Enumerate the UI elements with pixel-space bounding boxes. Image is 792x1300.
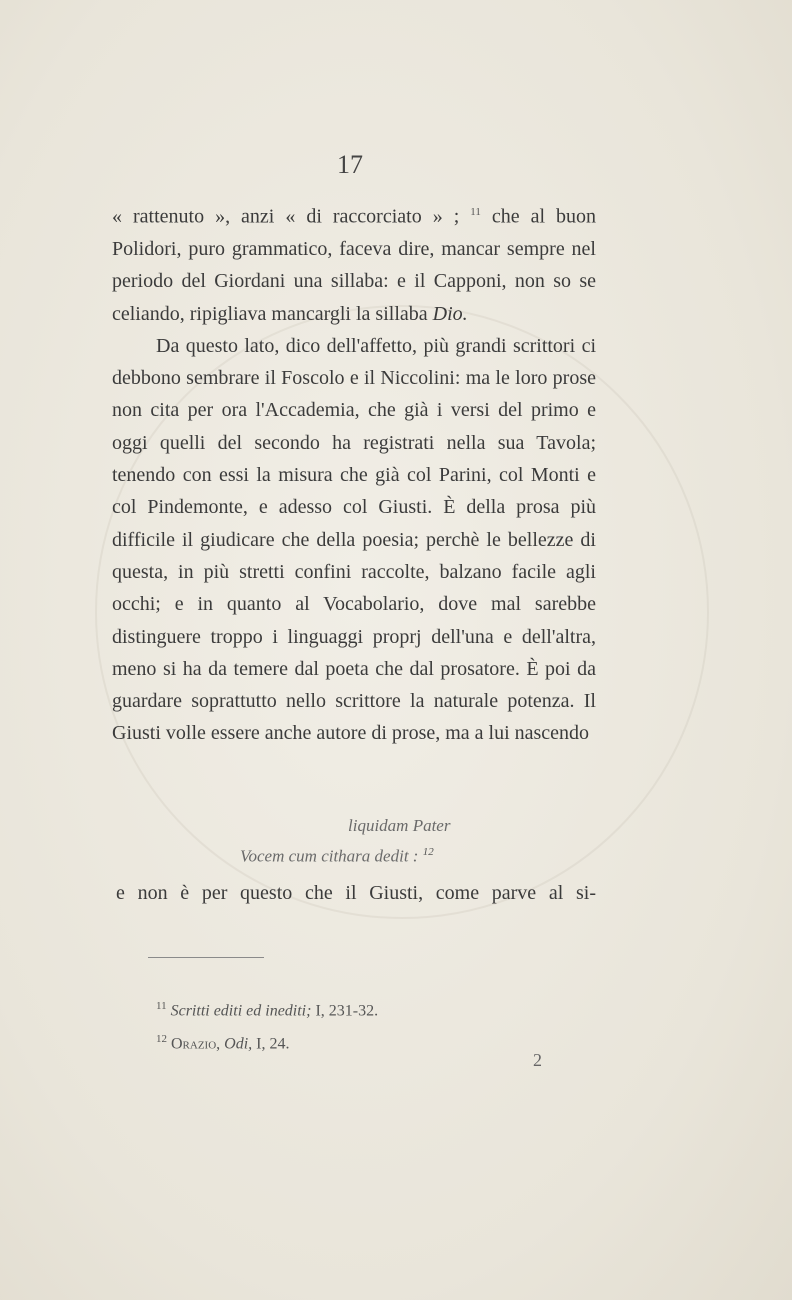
footnote-11-ref: 11 xyxy=(156,1000,167,1012)
body-text xyxy=(112,196,596,750)
paragraph-1-text: che al buon Polidori, puro grammatico, faceva dire, mancar sempre nel periodo del Giordani una sillaba: e il Capponi, non so se celiando, ripigliava mancargli la sillaba xyxy=(112,205,597,325)
paragraph-2: Da questo lato, dico dell'affetto, più grandi scrittori ci debbono sembrare il Foscolo e il Niccolini: ma le loro prose non cita per ora l'Accademia, che già i versi del primo e oggi quelli del secondo ha registrati nella sua Tavola; tenendo con essi la misura che già col Parini, col Monti e col Pindemonte, e adesso col Giusti. È della prosa più difficile il giudicare che della poesia; perchè le bellezze di questa, in più stretti confini raccolte, balzano facile agli occhi; e in quanto al Vocabolario, dove mal sarebbe distinguere troppo i linguaggi proprj dell'una e dell'altra, meno si ha da temere dal poeta che dal prosatore. È poi da guardare soprattutto nello scrittore la naturale potenza. Il Giusti volle essere anche autore di prose, ma a lui nascendo xyxy=(112,334,596,745)
footnote-11-pages: I, 231-32. xyxy=(315,1002,379,1020)
footnote-11 xyxy=(156,992,606,1025)
footnote-12-pages: I, 24. xyxy=(256,1035,290,1053)
footnote-12-author: Orazio, xyxy=(171,1035,221,1053)
paragraph-1-opening: « rattenuto », anzi « di raccorciato » ; xyxy=(112,205,460,228)
page-number: 17 xyxy=(337,150,363,179)
verse-line-2-text: Vocem cum cithara dedit : xyxy=(240,846,419,866)
footnote-divider xyxy=(148,957,264,958)
footnote-12-ref: 12 xyxy=(156,1033,167,1046)
signature-mark: 2 xyxy=(533,1050,542,1070)
paragraph-1 xyxy=(112,196,596,330)
footnote-12-title: Odi, xyxy=(224,1035,253,1053)
footnote-ref-12: 12 xyxy=(422,846,434,858)
continuation-line: e non è per questo che il Giusti, come parve al si- xyxy=(116,882,596,904)
verse-line-2 xyxy=(240,839,540,870)
verse-quote xyxy=(240,812,540,870)
paragraph-1-italic-word: Dio. xyxy=(432,302,468,325)
footnote-11-title: Scritti editi ed inediti; xyxy=(170,1002,312,1020)
verse-line-1: liquidam Pater xyxy=(348,816,451,835)
footnote-ref-11: 11 xyxy=(470,206,481,218)
footnotes xyxy=(156,992,606,1059)
